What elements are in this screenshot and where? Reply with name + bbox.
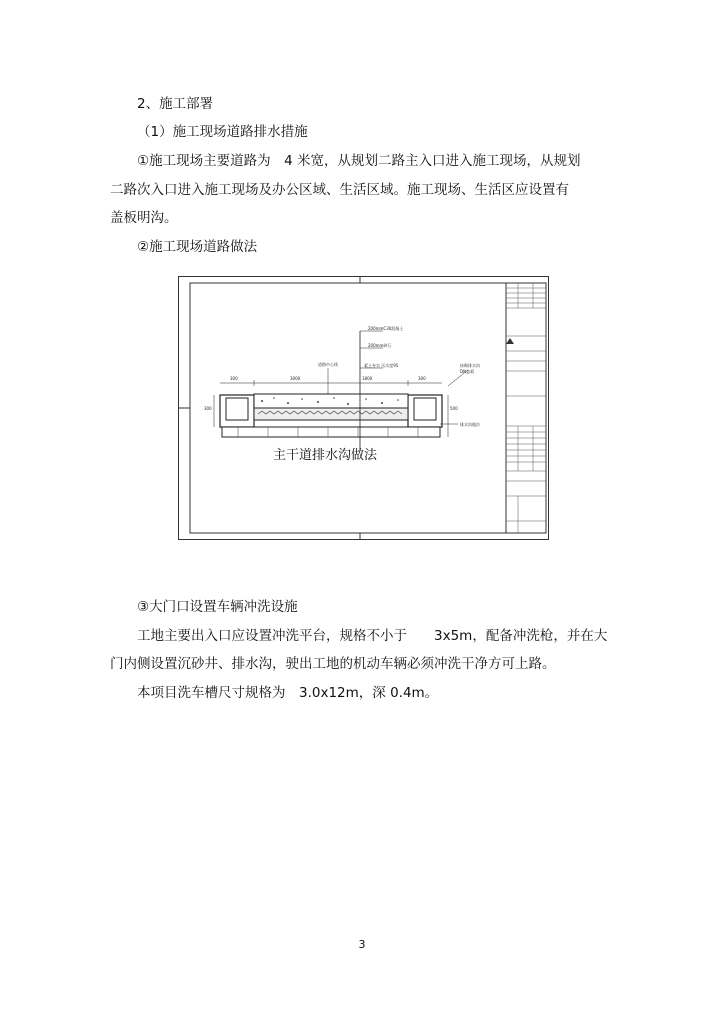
subsection-heading: （1）施工现场道路排水措施 <box>137 124 308 140</box>
section-heading: 2、施工部署 <box>137 96 214 112</box>
paragraph-line: ①施工现场主要道路为 4 米宽，从规划二路主入口进入施工现场，从规划 <box>137 153 581 169</box>
page-number: 3 <box>358 938 366 951</box>
note-label: 排水沟做法 <box>460 422 480 427</box>
drawing-caption: 主干道排水沟做法 <box>273 448 378 463</box>
paragraph-line: 本项目洗车槽尺寸规格为 3.0x12m，深 0.4m。 <box>137 685 439 701</box>
layer-label: 素土夯实 压实度95 <box>364 363 399 368</box>
note-label: 砖砌排水沟 <box>460 363 480 368</box>
drainage-drawing <box>178 276 549 540</box>
paragraph-line: 盖板明沟。 <box>110 210 178 226</box>
paragraph-line: 二路次入口进入施工现场及办公区域、生活区域。施工现场、生活区应设置有 <box>110 182 569 198</box>
item-heading: ②施工现场道路做法 <box>137 239 258 255</box>
dim-height-left: 300 <box>204 406 212 411</box>
dim-left: 300 <box>230 376 238 381</box>
dim-center: 3000 <box>290 376 301 381</box>
dim-height-right: 500 <box>450 406 458 411</box>
paragraph-line: 工地主要出入口应设置冲洗平台，规格不小于 3x5m，配备冲洗枪，并在大 <box>137 628 608 644</box>
paragraph-line: 门内侧设置沉砂井、排水沟，驶出工地的机动车辆必须冲洗干净方可上路。 <box>110 656 556 672</box>
layer-label: 200mm碎石 <box>368 343 392 348</box>
dim-right-b: 300 <box>418 376 426 381</box>
item-heading: ③大门口设置车辆冲洗设施 <box>137 599 298 615</box>
note-label: DN盖板 <box>460 369 475 374</box>
centerline-label: 道路中心线 <box>318 362 338 367</box>
layer-label: 200mmC30混凝土 <box>368 326 404 331</box>
dim-right-a: 1800 <box>362 376 373 381</box>
